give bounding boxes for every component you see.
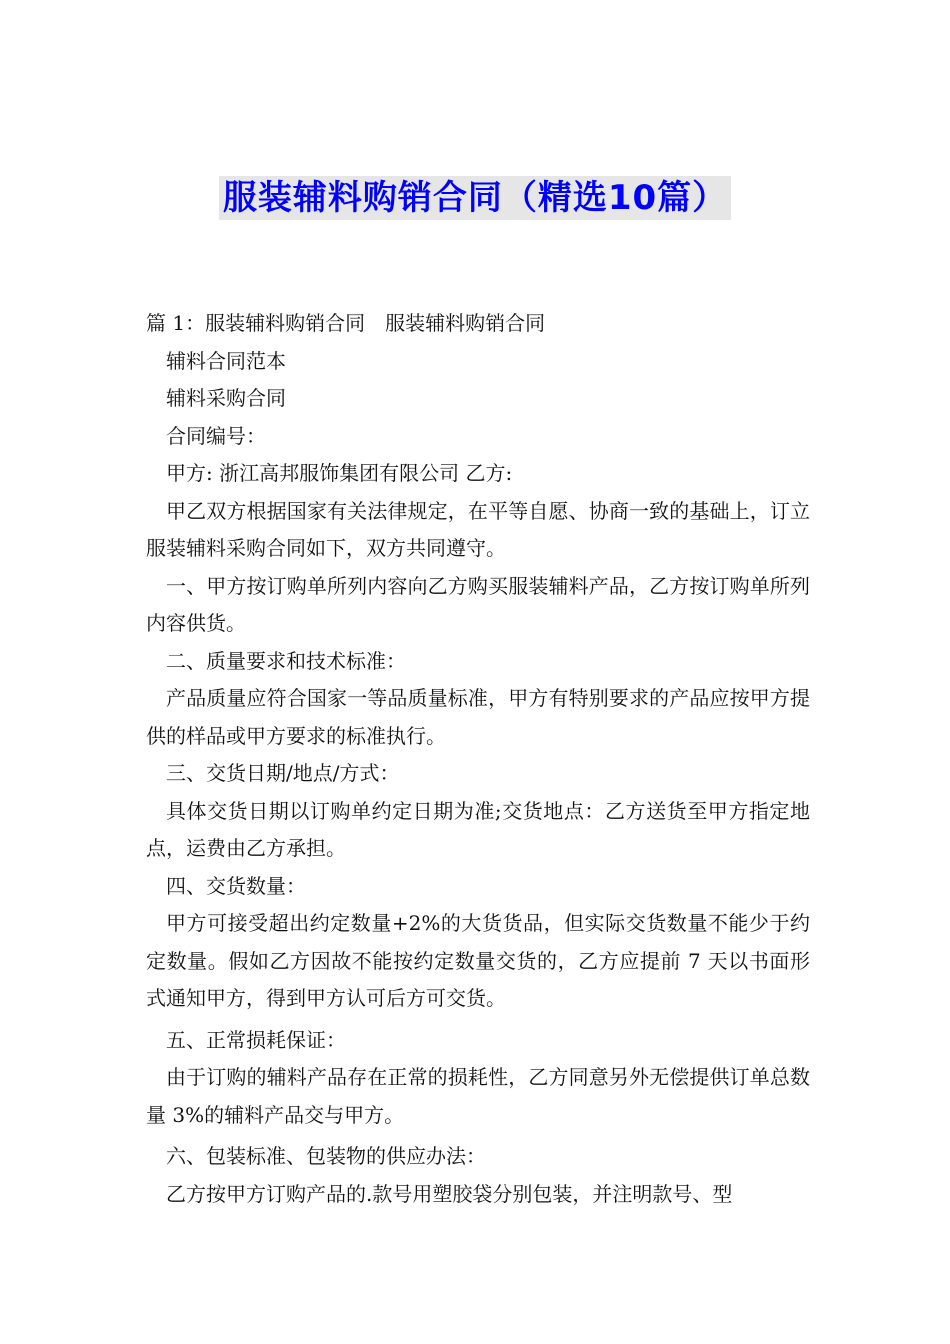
paragraph-clause-2-body: 产品质量应符合国家一等品质量标准，甲方有特别要求的产品应按甲方提供的样品或甲方要求的标准执行。 — [146, 686, 810, 748]
paragraph-clause-1: 一、甲方按订购单所列内容向乙方购买服装辅料产品，乙方按订购单所列内容供货。 — [146, 573, 810, 635]
paragraph-contract-number: 合同编号： — [166, 423, 266, 448]
paragraph-clause-3-heading: 三、交货日期/地点/方式： — [166, 761, 400, 785]
paragraph-clause-4-body: 甲方可接受超出约定数量+2%的大货货品，但实际交货数量不能少于约定数量。假如乙方因故不能按约定数量交货的，乙方应提前 7 天以书面形式通知甲方，得到甲方认可后方可交货。 — [146, 911, 810, 1010]
document-title: 服装辅料购销合同（精选10篇） — [219, 176, 731, 220]
paragraph-clause-6-heading: 六、包装标准、包装物的供应办法： — [166, 1144, 486, 1168]
paragraph-clause-6-body: 乙方按甲方订购产品的.款号用塑胶袋分别包装，并注明款号、型 — [166, 1181, 733, 1206]
paragraph-clause-2-heading: 二、质量要求和技术标准： — [166, 648, 406, 673]
paragraph-parties: 甲方: 浙江高邦服饰集团有限公司 乙方: — [166, 461, 513, 485]
paragraph-contract-type: 辅料采购合同 — [166, 386, 286, 410]
document-body — [146, 305, 810, 1213]
paragraph-chapter-heading: 篇 1：服装辅料购销合同 服装辅料购销合同 — [146, 311, 546, 335]
paragraph-clause-5-body: 由于订购的辅料产品存在正常的损耗性，乙方同意另外无偿提供订单总数量 3%的辅料产品交与甲方。 — [146, 1065, 810, 1127]
paragraph-clause-3-body: 具体交货日期以订购单约定日期为准;交货地点：乙方送货至甲方指定地点，运费由乙方承担。 — [146, 798, 810, 860]
title-area — [0, 176, 950, 220]
paragraph-clause-5-heading: 五、正常损耗保证： — [166, 1027, 346, 1052]
paragraph-clause-4-heading: 四、交货数量： — [166, 873, 306, 898]
paragraph-template-label: 辅料合同范本 — [166, 348, 286, 373]
paragraph-preamble: 甲乙双方根据国家有关法律规定，在平等自愿、协商一致的基础上，订立服装辅料采购合同如下，双方共同遵守。 — [146, 498, 810, 560]
